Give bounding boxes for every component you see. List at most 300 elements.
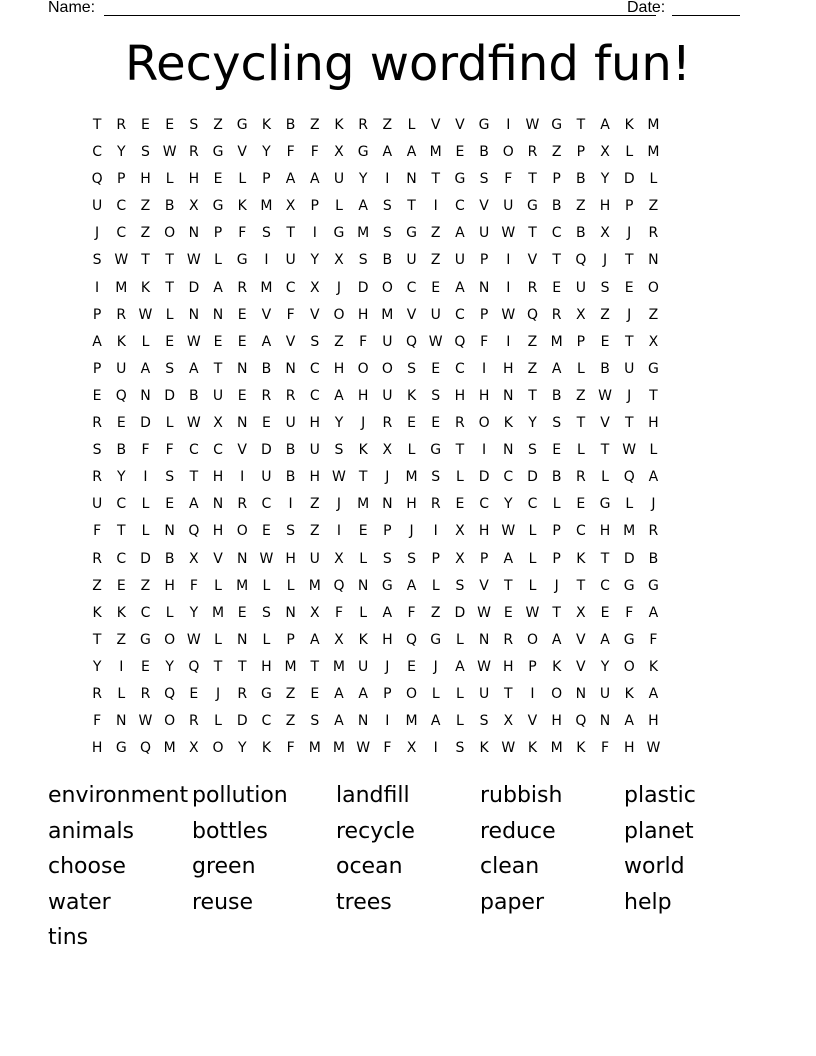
grid-letter: M [115, 279, 128, 296]
grid-letter: E [407, 415, 416, 432]
grid-row [85, 600, 666, 627]
grid-letter: M [308, 577, 321, 594]
grid-letter: Q [91, 171, 103, 188]
grid-letter: Z [576, 198, 586, 215]
grid-letter: K [116, 604, 126, 621]
grid-letter: Z [334, 333, 344, 350]
grid-letter: G [454, 171, 466, 188]
grid-letter: T [576, 117, 586, 133]
grid-letter: C [188, 442, 199, 459]
grid-letter: W [138, 713, 153, 730]
grid-letter: E [358, 523, 368, 540]
grid-letter: U [599, 685, 611, 702]
grid-letter: F [504, 171, 513, 188]
grid-letter: T [310, 658, 320, 675]
grid-letter: G [623, 631, 635, 648]
grid-letter: L [456, 469, 464, 486]
grid-letter: I [433, 198, 438, 215]
grid-letter: L [286, 577, 295, 594]
grid-letter: I [312, 225, 317, 242]
grid-letter: L [576, 442, 585, 459]
grid-letter: A [213, 279, 223, 296]
grid-letter: X [334, 144, 344, 161]
grid-letter: J [215, 685, 221, 702]
grid-letter: E [141, 658, 150, 675]
grid-letter: J [627, 306, 632, 323]
grid-letter: N [285, 604, 296, 621]
grid-letter: T [600, 442, 610, 459]
grid-letter: E [237, 604, 247, 621]
grid-letter: L [456, 631, 464, 648]
grid-letter: B [285, 442, 296, 459]
grid-letter: U [212, 387, 224, 404]
grid-letter: N [188, 225, 200, 242]
grid-letter: U [503, 198, 514, 215]
grid-letter: S [552, 415, 562, 432]
grid-letter: Y [358, 171, 368, 188]
grid-letter: R [527, 144, 538, 161]
grid-letter: J [95, 225, 100, 242]
grid-letter: Z [648, 198, 659, 215]
grid-letter: Z [648, 306, 659, 323]
grid-letter: W [501, 225, 516, 242]
grid-letter: R [551, 306, 562, 323]
grid-letter: R [648, 225, 659, 242]
grid-letter: K [358, 442, 368, 459]
grid-letter: W [525, 117, 540, 133]
grid-letter: H [623, 740, 635, 757]
grid-letter: X [406, 740, 417, 757]
grid-letter: S [261, 604, 271, 621]
word-list-item: green [192, 854, 256, 879]
grid-letter: X [309, 604, 320, 621]
grid-letter: E [189, 685, 199, 702]
grid-letter: M [647, 117, 660, 133]
grid-letter: L [141, 496, 150, 513]
grid-letter: N [382, 496, 393, 513]
grid-letter: S [92, 252, 102, 269]
grid-letter: P [310, 198, 319, 215]
grid-letter: H [454, 387, 466, 404]
grid-letter: S [310, 333, 320, 350]
grid-letter: C [455, 198, 465, 215]
grid-letter: F [141, 442, 150, 459]
grid-letter: L [625, 496, 634, 513]
grid-letter: H [478, 523, 490, 540]
grid-letter: T [649, 387, 658, 404]
grid-letter: E [431, 360, 441, 377]
grid-letter: D [623, 171, 635, 188]
grid-letter: B [164, 550, 175, 567]
grid-row [85, 437, 666, 464]
grid-letter: T [504, 577, 513, 594]
grid-letter: U [91, 496, 103, 513]
grid-letter: N [285, 360, 296, 377]
grid-letter: E [624, 279, 634, 296]
grid-letter: R [116, 117, 127, 133]
grid-letter: S [165, 360, 175, 377]
grid-letter: V [213, 550, 223, 567]
word-list-item: recycle [336, 818, 415, 844]
grid-letter: E [431, 279, 441, 296]
grid-letter: K [261, 117, 271, 133]
grid-letter: R [285, 387, 296, 404]
grid-letter: F [383, 740, 392, 757]
grid-letter: Z [382, 117, 393, 133]
grid-letter: P [528, 658, 537, 675]
grid-letter: G [527, 198, 538, 215]
grid-letter: T [552, 252, 561, 269]
grid-letter: C [406, 279, 417, 296]
grid-letter: R [92, 415, 102, 432]
grid-letter: F [407, 604, 416, 621]
grid-letter: D [261, 442, 272, 459]
grid-letter: X [309, 279, 320, 296]
grid-letter: S [431, 387, 441, 404]
grid-letter: S [407, 550, 416, 567]
grid-letter: L [117, 685, 126, 702]
grid-letter: Y [117, 469, 126, 486]
grid-letter: E [165, 496, 175, 513]
grid-letter: L [335, 198, 343, 215]
grid-letter: C [116, 225, 127, 242]
grid-letter: T [431, 171, 440, 188]
grid-letter: I [506, 279, 511, 296]
grid-letter: K [334, 117, 344, 133]
grid-row [85, 681, 666, 708]
grid-letter: S [600, 279, 610, 296]
grid-letter: L [359, 550, 368, 567]
grid-letter: V [479, 198, 489, 215]
grid-letter: L [165, 604, 174, 621]
grid-letter: R [648, 523, 659, 540]
grid-letter: J [336, 279, 342, 296]
grid-letter: K [576, 740, 586, 757]
grid-letter: S [455, 577, 465, 594]
grid-letter: U [575, 279, 586, 296]
grid-row [85, 464, 666, 491]
grid-letter: B [648, 550, 659, 567]
word-list-item: animals [48, 818, 135, 844]
grid-letter: Y [528, 415, 537, 432]
grid-letter: Q [188, 523, 200, 540]
grid-letter: I [385, 171, 390, 188]
grid-letter: L [141, 523, 150, 540]
grid-letter: W [501, 523, 516, 540]
grid-letter: L [576, 360, 585, 377]
grid-letter: D [623, 550, 635, 567]
grid-row [85, 410, 666, 437]
grid-letter: B [551, 387, 562, 404]
grid-letter: G [647, 360, 659, 377]
grid-row [85, 302, 666, 329]
grid-letter: E [237, 306, 247, 323]
grid-letter: E [141, 117, 150, 133]
word-list-item: landfill [336, 783, 410, 808]
grid-letter: I [119, 658, 124, 675]
grid-letter: X [213, 415, 223, 432]
grid-letter: X [189, 550, 199, 567]
grid-letter: X [503, 713, 514, 730]
grid-letter: L [431, 577, 440, 594]
grid-letter: S [358, 252, 368, 269]
grid-letter: S [382, 550, 392, 567]
word-list-item: reuse [192, 889, 254, 915]
grid-letter: T [576, 577, 586, 594]
grid-row [85, 166, 666, 193]
grid-letter: I [385, 713, 390, 730]
grid-letter: O [333, 306, 345, 323]
grid-letter: Y [237, 740, 247, 757]
grid-letter: N [164, 523, 175, 540]
grid-letter: K [624, 685, 634, 702]
grid-letter: X [382, 442, 393, 459]
grid-letter: M [284, 658, 297, 675]
grid-letter: B [164, 198, 175, 215]
grid-letter: G [406, 225, 417, 242]
grid-letter: C [116, 198, 127, 215]
grid-letter: U [478, 225, 490, 242]
grid-letter: G [115, 740, 127, 757]
grid-letter: H [333, 360, 345, 377]
grid-letter: F [189, 577, 198, 594]
grid-letter: A [358, 198, 368, 215]
grid-letter: Q [188, 658, 200, 675]
grid-letter: U [116, 360, 127, 377]
grid-letter: X [600, 225, 610, 242]
grid-letter: A [503, 550, 514, 567]
grid-letter: Z [551, 144, 562, 161]
grid-letter: M [550, 333, 563, 350]
grid-letter: Q [164, 685, 176, 702]
grid-letter: A [382, 144, 393, 161]
grid-letter: V [576, 631, 586, 648]
grid-letter: X [334, 252, 344, 269]
grid-letter: S [455, 740, 465, 757]
grid-letter: A [430, 713, 441, 730]
grid-letter: U [309, 550, 320, 567]
grid-letter: D [140, 550, 151, 567]
grid-letter: A [648, 604, 659, 621]
grid-letter: T [286, 225, 295, 242]
grid-letter: Q [526, 306, 538, 323]
grid-letter: L [456, 713, 464, 730]
grid-letter: Z [309, 496, 320, 513]
grid-letter: T [455, 442, 465, 459]
grid-letter: Y [117, 144, 126, 161]
grid-letter: G [551, 117, 563, 133]
grid-letter: L [262, 631, 271, 648]
grid-letter: W [259, 550, 274, 567]
grid-letter: A [455, 279, 465, 296]
grid-row [85, 193, 666, 220]
grid-letter: L [165, 415, 174, 432]
grid-letter: R [140, 685, 151, 702]
grid-letter: F [649, 631, 658, 648]
grid-letter: N [575, 685, 587, 702]
grid-letter: C [140, 604, 151, 621]
grid-letter: T [576, 415, 586, 432]
grid-letter: L [214, 577, 222, 594]
grid-letter: P [552, 523, 561, 540]
grid-letter: L [407, 117, 416, 133]
grid-letter: T [552, 604, 561, 621]
grid-letter: N [236, 360, 248, 377]
grid-letter: M [260, 279, 273, 296]
grid-letter: Z [92, 577, 102, 594]
grid-letter: A [382, 604, 393, 621]
grid-letter: N [503, 387, 514, 404]
grid-letter: R [237, 496, 248, 513]
grid-letter: O [502, 144, 514, 161]
grid-letter: T [92, 117, 102, 133]
grid-letter: U [624, 360, 635, 377]
grid-letter: X [600, 144, 610, 161]
word-list-item: ocean [336, 854, 403, 879]
grid-letter: F [480, 333, 489, 350]
grid-letter: O [478, 415, 490, 432]
header-line [48, 0, 748, 20]
grid-letter: K [503, 415, 513, 432]
grid-letter: C [116, 496, 127, 513]
grid-letter: O [381, 360, 393, 377]
grid-letter: R [503, 631, 514, 648]
grid-letter: X [334, 550, 344, 567]
grid-letter: I [506, 252, 511, 269]
grid-letter: L [456, 685, 464, 702]
grid-letter: X [576, 604, 586, 621]
grid-letter: R [575, 469, 586, 486]
grid-letter: O [381, 279, 393, 296]
word-list-item: pollution [192, 783, 288, 808]
grid-letter: B [576, 171, 586, 188]
grid-letter: A [406, 144, 417, 161]
word-list-item: bottles [192, 818, 268, 844]
grid-letter: L [359, 604, 368, 621]
grid-letter: N [188, 306, 200, 323]
grid-letter: V [237, 144, 247, 161]
grid-letter: E [261, 523, 271, 540]
grid-row [85, 275, 666, 302]
grid-letter: Y [334, 415, 344, 432]
grid-letter: Q [333, 577, 345, 594]
grid-letter: Z [116, 631, 127, 648]
grid-letter: B [576, 225, 586, 242]
grid-letter: W [186, 333, 201, 350]
grid-letter: I [143, 469, 148, 486]
grid-letter: A [358, 685, 368, 702]
grid-letter: R [92, 685, 102, 702]
grid-letter: G [236, 252, 248, 269]
grid-letter: U [285, 415, 296, 432]
grid-letter: I [95, 279, 100, 296]
grid-letter: N [357, 577, 369, 594]
grid-row [85, 356, 666, 383]
grid-letter: I [288, 496, 293, 513]
grid-row [85, 383, 666, 410]
grid-row [85, 518, 666, 545]
grid-letter: T [600, 550, 610, 567]
grid-letter: H [164, 577, 175, 594]
grid-letter: V [430, 117, 441, 133]
grid-letter: P [117, 171, 126, 188]
grid-letter: V [527, 713, 538, 730]
grid-letter: U [309, 442, 320, 459]
grid-letter: L [649, 442, 658, 459]
grid-letter: V [479, 577, 489, 594]
grid-letter: N [212, 306, 224, 323]
grid-letter: S [261, 225, 271, 242]
grid-letter: Q [406, 333, 418, 350]
grid-letter: R [188, 144, 199, 161]
grid-letter: L [552, 496, 561, 513]
grid-letter: E [431, 415, 441, 432]
grid-letter: I [336, 523, 342, 540]
grid-letter: A [140, 360, 151, 377]
grid-letter: T [141, 252, 150, 269]
grid-letter: Y [310, 252, 320, 269]
grid-letter: W [332, 469, 346, 486]
grid-letter: P [262, 171, 271, 188]
grid-letter: N [236, 550, 248, 567]
word-list-item: world [624, 854, 685, 879]
grid-letter: Z [527, 360, 538, 377]
grid-letter: X [189, 740, 199, 757]
grid-letter: W [162, 144, 177, 161]
grid-letter: J [361, 415, 366, 432]
grid-letter: J [651, 496, 656, 513]
grid-letter: G [236, 117, 248, 133]
grid-letter: M [332, 658, 346, 675]
grid-row [85, 329, 666, 356]
grid-letter: J [627, 387, 632, 404]
grid-letter: W [598, 387, 612, 404]
grid-letter: W [501, 740, 516, 757]
grid-letter: W [186, 415, 201, 432]
grid-letter: S [382, 198, 392, 215]
grid-letter: C [309, 387, 320, 404]
grid-letter: A [189, 496, 199, 513]
grid-letter: Z [430, 252, 441, 269]
grid-letter: Q [139, 740, 151, 757]
grid-letter: N [599, 713, 611, 730]
grid-letter: R [382, 415, 393, 432]
grid-letter: H [357, 387, 369, 404]
grid-letter: A [334, 685, 344, 702]
grid-letter: D [236, 713, 248, 730]
grid-letter: H [648, 713, 659, 730]
grid-letter: H [309, 469, 321, 486]
grid-letter: T [165, 279, 174, 296]
grid-row [85, 491, 666, 518]
grid-letter: P [479, 550, 489, 567]
grid-letter: A [455, 658, 465, 675]
grid-letter: O [647, 279, 659, 296]
grid-letter: W [186, 631, 201, 648]
grid-letter: C [479, 496, 489, 513]
grid-letter: U [358, 658, 369, 675]
grid-letter: L [238, 171, 247, 188]
grid-letter: T [624, 333, 634, 350]
grid-letter: S [165, 469, 175, 486]
grid-letter: L [214, 713, 222, 730]
grid-letter: I [433, 740, 438, 757]
date-label: Date: [627, 0, 666, 16]
grid-letter: W [477, 604, 492, 621]
grid-letter: I [482, 360, 487, 377]
grid-letter: P [92, 306, 102, 323]
grid-letter: T [213, 658, 223, 675]
